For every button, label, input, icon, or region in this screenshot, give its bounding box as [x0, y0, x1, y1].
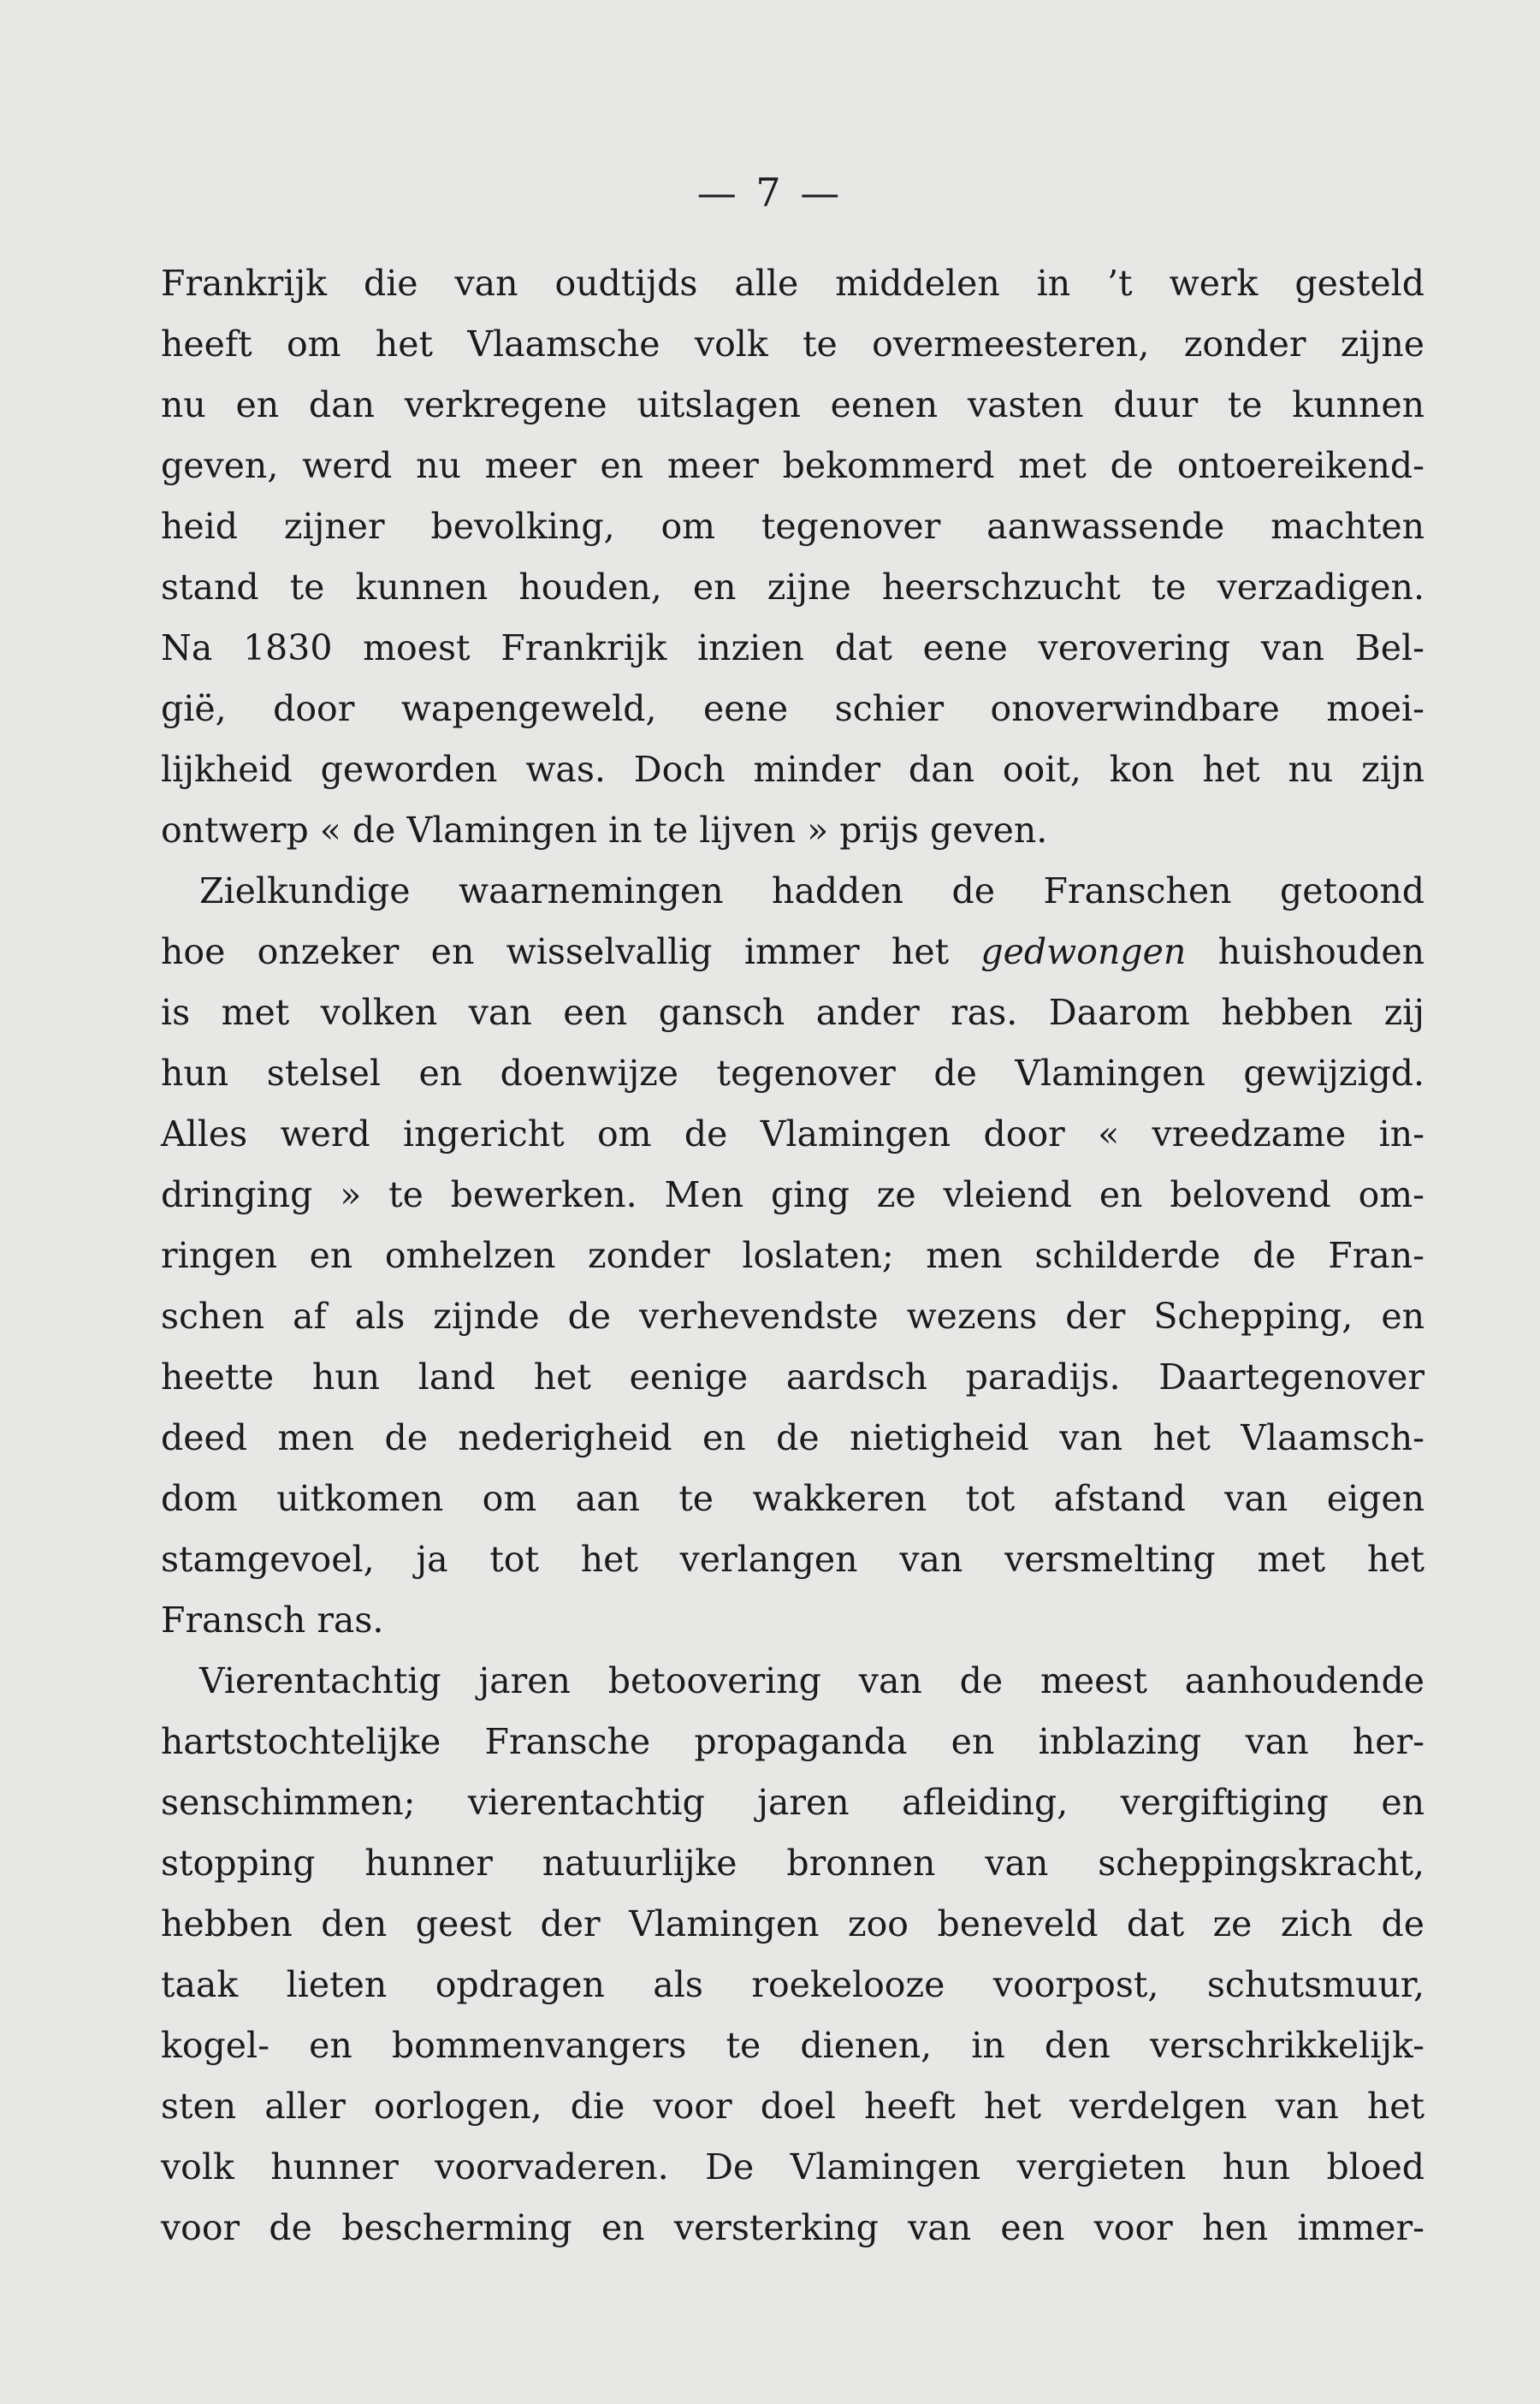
text-line: ringen en omhelzen zonder loslaten; men schilderde de Fran-	[161, 1235, 1424, 1276]
text-line: heette hun land het eenige aardsch paradijs. Daartegenover	[161, 1356, 1424, 1398]
text-line: heid zijner bevolking, om tegenover aanwassende machten	[161, 506, 1424, 547]
text-line: stopping hunner natuurlijke bronnen van scheppingskracht,	[161, 1843, 1424, 1884]
text-line: stand te kunnen houden, en zijne heerschzucht te verzadigen.	[161, 567, 1424, 608]
text-line: senschimmen; vierentachtig jaren afleiding, vergiftiging en	[161, 1782, 1424, 1823]
text-line: deed men de nederigheid en de nietigheid van het Vlaamsch-	[161, 1417, 1424, 1458]
paragraph-end-line: Fransch ras.	[161, 1600, 384, 1641]
paragraph-end-line: ontwerp « de Vlamingen in te lijven » prijs geven.	[161, 810, 1048, 851]
page-number: — 7 —	[696, 169, 844, 216]
text-segment: huishouden	[1186, 931, 1424, 972]
text-line: nu en dan verkregene uitslagen eenen vasten duur te kunnen	[161, 384, 1424, 425]
text-line: hun stelsel en doenwijze tegenover de Vlamingen gewijzigd.	[161, 1053, 1424, 1094]
text-line: Frankrijk die van oudtijds alle middelen in ’t werk gesteld	[161, 263, 1424, 304]
text-line: is met volken van een gansch ander ras. Daarom hebben zij	[161, 992, 1424, 1033]
text-line: lijkheid geworden was. Doch minder dan ooit, kon het nu zijn	[161, 749, 1424, 790]
body-text	[161, 253, 1424, 2259]
text-line: dom uitkomen om aan te wakkeren tot afstand van eigen	[161, 1478, 1424, 1519]
text-line: hebben den geest der Vlamingen zoo beneveld dat ze zich de	[161, 1903, 1424, 1944]
text-line: Alles werd ingericht om de Vlamingen door « vreedzame in-	[161, 1113, 1424, 1155]
text-line: sten aller oorlogen, die voor doel heeft het verdelgen van het	[161, 2086, 1424, 2127]
paragraph-start-line: Vierentachtig jaren betoovering van de meest aanhoudende	[199, 1660, 1424, 1701]
text-line: Na 1830 moest Frankrijk inzien dat eene verovering van Bel-	[161, 627, 1424, 668]
text-line: schen af als zijnde de verhevendste wezens der Schepping, en	[161, 1296, 1424, 1337]
text-line: volk hunner voorvaderen. De Vlamingen vergieten hun bloed	[161, 2146, 1424, 2187]
text-line-with-italic	[161, 922, 1424, 982]
text-line: geven, werd nu meer en meer bekommerd met de ontoereikend-	[161, 445, 1424, 486]
text-line: taak lieten opdragen als roekelooze voorpost, schutsmuur,	[161, 1964, 1424, 2005]
text-line: gië, door wapengeweld, eene schier onoverwindbare moei-	[161, 688, 1424, 729]
paragraph-start-line: Zielkundige waarnemingen hadden de Franschen getoond	[199, 870, 1424, 911]
text-line: hartstochtelijke Fransche propaganda en inblazing van her-	[161, 1721, 1424, 1762]
italic-word: gedwongen	[980, 931, 1187, 972]
text-line: heeft om het Vlaamsche volk te overmeesteren, zonder zijne	[161, 324, 1424, 365]
text-line: kogel- en bommenvangers te dienen, in den verschrikkelijk-	[161, 2025, 1424, 2066]
text-line: dringing » te bewerken. Men ging ze vleiend en belovend om-	[161, 1174, 1424, 1215]
text-segment: hoe onzeker en wisselvallig immer het	[161, 931, 981, 972]
text-line: voor de bescherming en versterking van een voor hen immer-	[161, 2207, 1424, 2248]
text-line: stamgevoel, ja tot het verlangen van versmelting met het	[161, 1539, 1424, 1580]
